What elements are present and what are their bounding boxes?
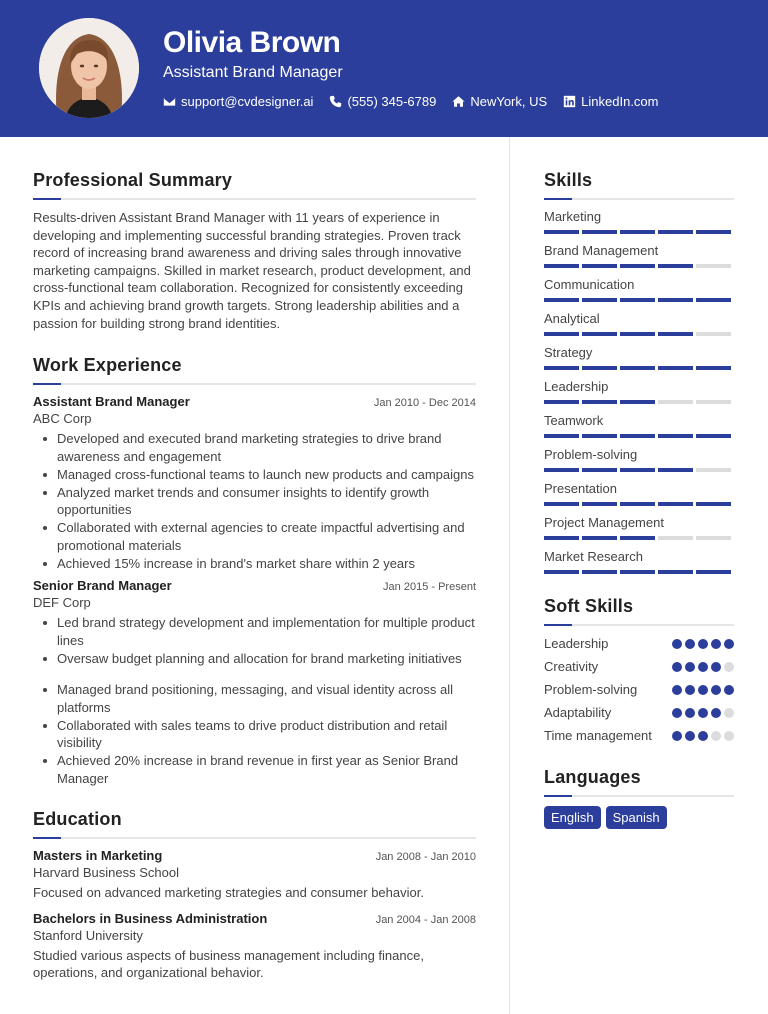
skill-level-segment bbox=[696, 434, 731, 438]
skill-level-segment bbox=[696, 264, 731, 268]
rating-dot bbox=[685, 731, 695, 741]
skill-level-bar bbox=[544, 400, 734, 404]
skill-level-bar bbox=[544, 332, 734, 336]
skill-level-segment bbox=[620, 536, 655, 540]
skill-level-bar bbox=[544, 230, 734, 234]
summary-heading: Professional Summary bbox=[33, 170, 233, 190]
soft-skill-item bbox=[544, 681, 734, 699]
skill-level-segment bbox=[582, 536, 617, 540]
job-entry bbox=[33, 578, 476, 787]
skill-level-segment bbox=[658, 298, 693, 302]
skill-item bbox=[544, 345, 734, 370]
skill-level-bar bbox=[544, 502, 734, 506]
job-company: ABC Corp bbox=[33, 411, 92, 427]
soft-skill-item bbox=[544, 658, 734, 676]
soft-skills-section bbox=[544, 596, 734, 745]
resume-header bbox=[0, 0, 768, 137]
rating-dot bbox=[672, 708, 682, 718]
rating-dot bbox=[698, 708, 708, 718]
list-item: Analyzed market trends and consumer insights to identify growth opportunities bbox=[33, 484, 476, 519]
skill-name: Market Research bbox=[544, 549, 643, 564]
rating-dot bbox=[672, 662, 682, 672]
job-company: DEF Corp bbox=[33, 595, 91, 611]
soft-skill-name: Problem-solving bbox=[544, 682, 638, 697]
list-item: Oversaw budget planning and allocation for brand marketing initiatives bbox=[33, 650, 476, 668]
skill-level-segment bbox=[658, 434, 693, 438]
skill-name: Problem-solving bbox=[544, 447, 638, 462]
skill-item bbox=[544, 549, 734, 574]
rating-dot bbox=[724, 685, 734, 695]
language-badge: English bbox=[544, 806, 601, 829]
rating-dot bbox=[685, 708, 695, 718]
home-icon bbox=[452, 95, 465, 108]
education-description: Focused on advanced marketing strategies and consumer behavior. bbox=[33, 885, 424, 901]
skill-level-bar bbox=[544, 468, 734, 472]
job-role: Senior Brand Manager bbox=[33, 578, 172, 594]
skill-level-segment bbox=[620, 570, 655, 574]
skill-level-segment bbox=[544, 366, 579, 370]
languages-section bbox=[544, 767, 734, 829]
skill-level-bar bbox=[544, 434, 734, 438]
contact-phone[interactable] bbox=[329, 94, 436, 109]
skill-name: Brand Management bbox=[544, 243, 659, 258]
skill-level-segment bbox=[658, 332, 693, 336]
rating-dot bbox=[672, 639, 682, 649]
skill-name: Analytical bbox=[544, 311, 600, 326]
skill-level-segment bbox=[620, 366, 655, 370]
skill-name: Teamwork bbox=[544, 413, 604, 428]
candidate-title: Assistant Brand Manager bbox=[163, 64, 343, 81]
list-item: Developed and executed brand marketing strategies to drive brand awareness and engagement bbox=[33, 430, 476, 465]
skill-level-bar bbox=[544, 570, 734, 574]
skill-level-segment bbox=[696, 502, 731, 506]
rating-dot bbox=[698, 639, 708, 649]
rating-dot bbox=[698, 685, 708, 695]
contact-email-text: support@cvdesigner.ai bbox=[181, 94, 314, 109]
skill-level-segment bbox=[582, 502, 617, 506]
section-rule bbox=[33, 383, 476, 385]
rating-dot bbox=[724, 708, 734, 718]
linkedin-icon bbox=[563, 95, 576, 108]
section-rule bbox=[33, 198, 476, 200]
summary-section bbox=[33, 170, 476, 332]
skill-level-segment bbox=[582, 332, 617, 336]
section-rule bbox=[544, 795, 734, 797]
skill-level-segment bbox=[620, 298, 655, 302]
skill-level-segment bbox=[582, 434, 617, 438]
list-item: Achieved 15% increase in brand's market share within 2 years bbox=[33, 555, 476, 573]
rating-dot bbox=[711, 685, 721, 695]
experience-section bbox=[33, 355, 476, 787]
skill-level-segment bbox=[544, 536, 579, 540]
education-entry bbox=[33, 848, 476, 901]
rating-dot bbox=[698, 662, 708, 672]
skill-item bbox=[544, 311, 734, 336]
soft-skill-item bbox=[544, 704, 734, 722]
rating-dot bbox=[711, 639, 721, 649]
list-item: Led brand strategy development and implementation for multiple product lines bbox=[33, 614, 476, 649]
rating-dot bbox=[685, 685, 695, 695]
experience-heading: Work Experience bbox=[33, 355, 182, 376]
skill-level-segment bbox=[620, 230, 655, 234]
soft-skill-name: Time management bbox=[544, 728, 652, 743]
skill-level-bar bbox=[544, 536, 734, 540]
skill-level-segment bbox=[544, 298, 579, 302]
school-name: Harvard Business School bbox=[33, 865, 179, 881]
skill-level-bar bbox=[544, 298, 734, 302]
skill-name: Project Management bbox=[544, 515, 664, 530]
rating-dot bbox=[698, 731, 708, 741]
skill-level-segment bbox=[658, 366, 693, 370]
skill-item bbox=[544, 379, 734, 404]
soft-skill-rating bbox=[672, 685, 734, 695]
skill-level-segment bbox=[658, 570, 693, 574]
skill-level-segment bbox=[544, 468, 579, 472]
rating-dot bbox=[685, 662, 695, 672]
languages-list bbox=[544, 806, 734, 829]
skill-level-segment bbox=[582, 298, 617, 302]
summary-text: Results-driven Assistant Brand Manager with 11 years of experience in developing and implementing successful branding strategies. Proven track record of increasing brand awareness and driving sales through innovative marketing campaigns. Skilled in market research, product development, and cross-functional team collaboration. Recognized for consistently exceeding KPIs and achieving brand growth targets. Strong leadership abilities and a passion for building strong brand identities. bbox=[33, 210, 471, 331]
skill-level-segment bbox=[620, 264, 655, 268]
skill-level-segment bbox=[696, 230, 731, 234]
skill-level-segment bbox=[544, 230, 579, 234]
skill-level-segment bbox=[544, 264, 579, 268]
skills-heading: Skills bbox=[544, 170, 593, 190]
section-rule bbox=[33, 837, 476, 839]
skill-item bbox=[544, 209, 734, 234]
phone-icon bbox=[329, 95, 342, 108]
skill-level-segment bbox=[544, 570, 579, 574]
skill-level-segment bbox=[696, 536, 731, 540]
skill-level-segment bbox=[696, 332, 731, 336]
rating-dot bbox=[711, 662, 721, 672]
skill-item bbox=[544, 515, 734, 540]
languages-heading: Languages bbox=[544, 767, 641, 787]
contact-email[interactable] bbox=[163, 94, 313, 109]
skill-level-segment bbox=[696, 468, 731, 472]
skill-level-segment bbox=[620, 332, 655, 336]
contact-location-text: NewYork, US bbox=[470, 94, 548, 109]
skill-level-segment bbox=[658, 400, 693, 404]
education-entry bbox=[33, 911, 476, 981]
skills-section bbox=[544, 170, 734, 574]
job-bullets bbox=[33, 430, 476, 572]
rating-dot bbox=[711, 708, 721, 718]
skills-list bbox=[544, 209, 734, 574]
skill-level-segment bbox=[658, 264, 693, 268]
skill-level-segment bbox=[582, 400, 617, 404]
soft-skill-name: Leadership bbox=[544, 636, 609, 651]
rating-dot bbox=[724, 662, 734, 672]
skill-level-segment bbox=[544, 502, 579, 506]
skill-item bbox=[544, 243, 734, 268]
rating-dot bbox=[672, 685, 682, 695]
side-column bbox=[544, 170, 734, 829]
soft-skill-rating bbox=[672, 662, 734, 672]
list-item: Collaborated with sales teams to drive product distribution and retail visibility bbox=[33, 717, 476, 752]
skill-item bbox=[544, 447, 734, 472]
degree-name: Masters in Marketing bbox=[33, 848, 163, 864]
list-item: Managed cross-functional teams to launch new products and campaigns bbox=[33, 466, 476, 484]
list-item: Achieved 20% increase in brand revenue in first year as Senior Brand Manager bbox=[33, 752, 476, 787]
section-rule bbox=[544, 624, 734, 626]
skill-item bbox=[544, 277, 734, 302]
soft-skill-rating bbox=[672, 731, 734, 741]
skill-item bbox=[544, 413, 734, 438]
contact-list bbox=[163, 94, 659, 109]
skill-name: Leadership bbox=[544, 379, 609, 394]
skill-level-segment bbox=[696, 400, 731, 404]
candidate-name: Olivia Brown bbox=[163, 26, 341, 59]
rating-dot bbox=[685, 639, 695, 649]
skill-item bbox=[544, 481, 734, 506]
rating-dot bbox=[711, 731, 721, 741]
education-date: Jan 2004 - Jan 2008 bbox=[375, 914, 476, 927]
skill-level-segment bbox=[582, 264, 617, 268]
skill-level-segment bbox=[582, 230, 617, 234]
envelope-icon bbox=[163, 95, 176, 108]
job-bullets bbox=[33, 614, 476, 787]
main-column bbox=[33, 170, 476, 981]
skill-name: Strategy bbox=[544, 345, 593, 360]
skill-level-segment bbox=[582, 366, 617, 370]
skill-level-segment bbox=[658, 536, 693, 540]
soft-skill-rating bbox=[672, 708, 734, 718]
education-description: Studied various aspects of business management including finance, operations, and organizational behavior. bbox=[33, 948, 424, 981]
education-heading: Education bbox=[33, 809, 122, 830]
skill-level-bar bbox=[544, 366, 734, 370]
contact-phone-text: (555) 345-6789 bbox=[347, 94, 437, 109]
list-item: Collaborated with external agencies to create impactful advertising and promotional materials bbox=[33, 519, 476, 554]
skill-level-segment bbox=[544, 400, 579, 404]
job-date: Jan 2010 - Dec 2014 bbox=[373, 397, 476, 410]
column-divider bbox=[509, 137, 510, 1014]
school-name: Stanford University bbox=[33, 928, 143, 944]
rating-dot bbox=[724, 731, 734, 741]
skill-level-segment bbox=[620, 434, 655, 438]
skill-level-segment bbox=[544, 434, 579, 438]
skill-name: Communication bbox=[544, 277, 635, 292]
soft-skills-heading: Soft Skills bbox=[544, 596, 634, 616]
education-section bbox=[33, 809, 476, 981]
contact-location[interactable] bbox=[452, 94, 547, 109]
skill-level-segment bbox=[582, 468, 617, 472]
contact-linkedin[interactable] bbox=[563, 94, 658, 109]
job-role: Assistant Brand Manager bbox=[33, 394, 190, 410]
skill-level-segment bbox=[658, 468, 693, 472]
language-badge: Spanish bbox=[606, 806, 667, 829]
skill-level-segment bbox=[620, 502, 655, 506]
skill-name: Marketing bbox=[544, 209, 602, 224]
skill-level-segment bbox=[620, 468, 655, 472]
soft-skill-item bbox=[544, 635, 734, 653]
job-entry bbox=[33, 394, 476, 572]
soft-skills-list bbox=[544, 635, 734, 745]
skill-level-segment bbox=[582, 570, 617, 574]
contact-linkedin-text: LinkedIn.com bbox=[581, 94, 659, 109]
skill-level-segment bbox=[544, 332, 579, 336]
list-item: Managed brand positioning, messaging, and visual identity across all platforms bbox=[33, 681, 476, 716]
skill-level-segment bbox=[696, 298, 731, 302]
soft-skill-rating bbox=[672, 639, 734, 649]
skill-level-segment bbox=[658, 502, 693, 506]
soft-skill-item bbox=[544, 727, 734, 745]
soft-skill-name: Adaptability bbox=[544, 705, 612, 720]
skill-name: Presentation bbox=[544, 481, 617, 496]
degree-name: Bachelors in Business Administration bbox=[33, 911, 268, 927]
education-date: Jan 2008 - Jan 2010 bbox=[375, 851, 476, 864]
skill-level-segment bbox=[696, 366, 731, 370]
skill-level-bar bbox=[544, 264, 734, 268]
skill-level-segment bbox=[620, 400, 655, 404]
job-date: Jan 2015 - Present bbox=[383, 581, 476, 594]
skill-level-segment bbox=[696, 570, 731, 574]
rating-dot bbox=[672, 731, 682, 741]
rating-dot bbox=[724, 639, 734, 649]
section-rule bbox=[544, 198, 734, 200]
soft-skill-name: Creativity bbox=[544, 659, 599, 674]
skill-level-segment bbox=[658, 230, 693, 234]
profile-photo bbox=[39, 18, 139, 118]
